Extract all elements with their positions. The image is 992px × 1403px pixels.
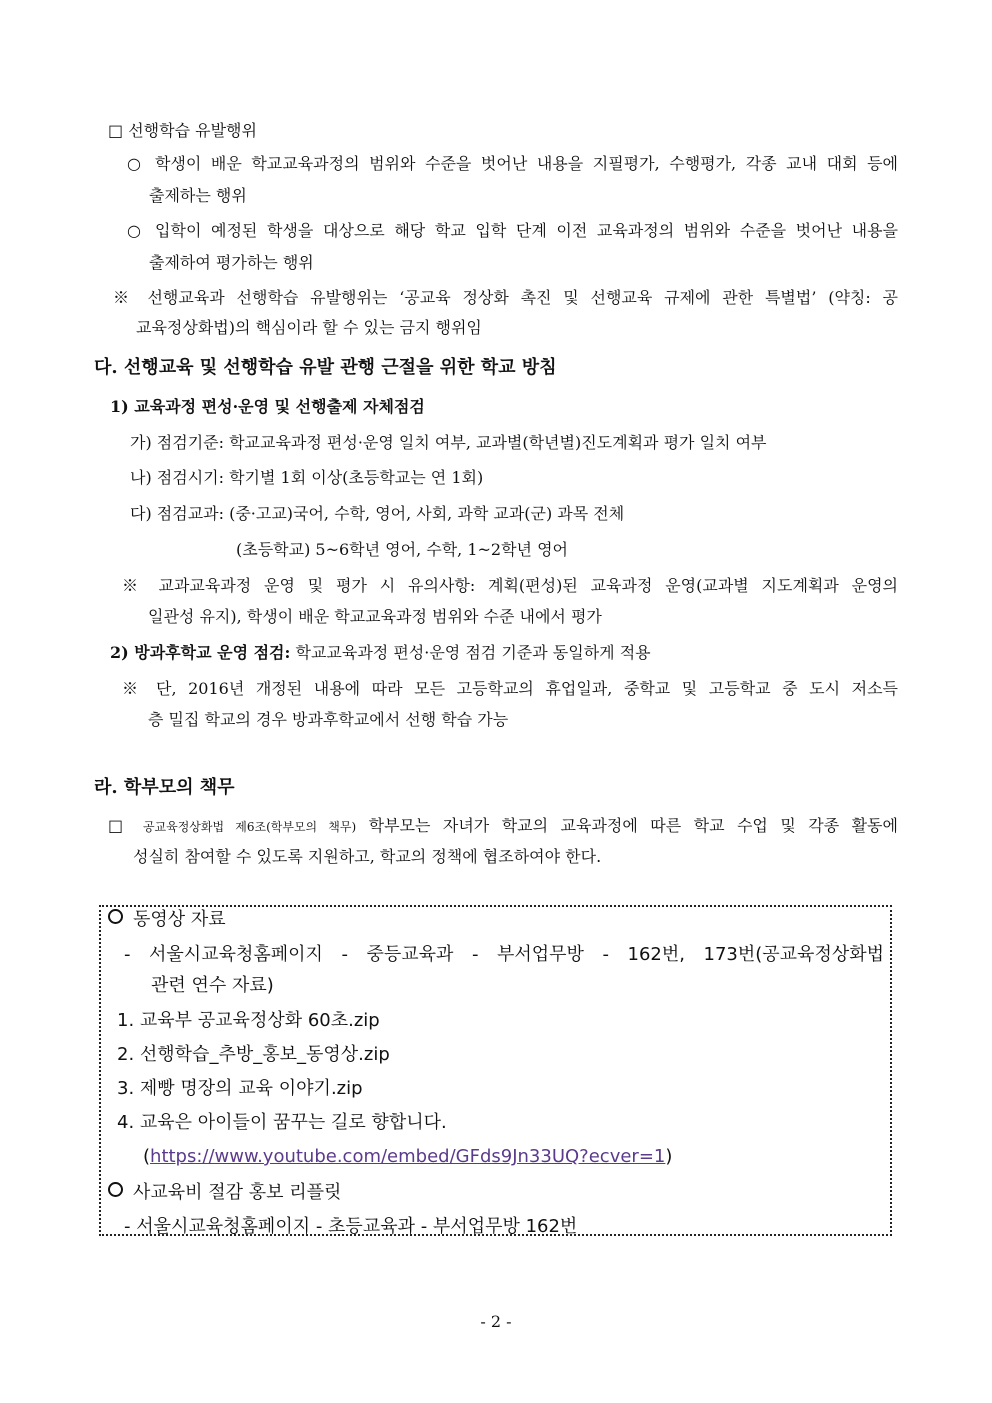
- file-item-4: 4. 교육은 아이들이 꿈꾸는 길로 향합니다.: [117, 1112, 447, 1133]
- note-1-line2: 일관성 유지), 학생이 배운 학교교육과정 범위와 수준 내에서 평가: [148, 607, 602, 626]
- hollow-circle-icon: [108, 909, 123, 924]
- video-section-title: [108, 907, 226, 933]
- video-path-line2: 관련 연수 자료): [151, 975, 274, 996]
- leaflet-section-title: [108, 1180, 341, 1206]
- parent-duty-line1: [108, 815, 898, 838]
- circle-item-2-line1: ○ 입학이 예정된 학생을 대상으로 해당 학교 입학 단계 이전 교육과정의 범위와 수준을 벗어난 내용을: [127, 221, 898, 240]
- note-1-line1: ※ 교과교육과정 운영 및 평가 시 유의사항: 계획(편성)된 교육과정 운영(교과별 지도계획과 운영의: [122, 576, 898, 595]
- file-item-1[interactable]: 1. 교육부 공교육정상화 60초.zip: [117, 1010, 380, 1031]
- item-1-c: 다) 점검교과: (중·고교)국어, 수학, 영어, 사회, 과학 교과(군) 과목 전체: [130, 504, 625, 523]
- parent-duty-line2: 성실히 참여할 수 있도록 지원하고, 학교의 정책에 협조하여야 한다.: [133, 847, 602, 866]
- circle-item-1-line2: 출제하는 행위: [149, 186, 247, 205]
- leaflet-path: - 서울시교육청홈페이지 - 초등교육과 - 부서업무방 162번: [124, 1216, 578, 1237]
- file-item-3[interactable]: 3. 제빵 명장의 교육 이야기.zip: [117, 1078, 363, 1099]
- item-1-b: 나) 점검시기: 학기별 1회 이상(초등학교는 연 1회): [130, 468, 484, 487]
- note-2-line2: 층 밀집 학교의 경우 방과후학교에서 선행 학습 가능: [148, 710, 509, 729]
- video-title-text: 동영상 자료: [133, 909, 226, 930]
- page-number: - 2 -: [480, 1312, 512, 1331]
- item-1-c-continued: (초등학교) 5~6학년 영어, 수학, 1~2학년 영어: [236, 540, 569, 559]
- hollow-circle-icon: [108, 1182, 123, 1197]
- checkbox-mark: □: [108, 816, 131, 835]
- youtube-link[interactable]: https://www.youtube.com/embed/GFds9Jn33UQ?ecver=1: [150, 1146, 666, 1167]
- item-2-text: 학교교육과정 편성·운영 점검 기준과 동일하게 적용: [290, 643, 651, 662]
- item-1-title: 1) 교육과정 편성·운영 및 선행출제 자체점검: [110, 397, 425, 416]
- law-reference: 공교육정상화법 제6조(학부모의 책무): [142, 820, 357, 834]
- link-open-paren: (: [143, 1146, 151, 1167]
- youtube-link-line: [143, 1144, 672, 1170]
- note-law-line2: 교육정상화법)의 핵심이라 할 수 있는 금지 행위임: [136, 318, 482, 337]
- item-2-label: 2) 방과후학교 운영 점검:: [110, 643, 291, 662]
- circle-item-2-line2: 출제하여 평가하는 행위: [149, 253, 314, 272]
- checkbox-item-preview-learning: □ 선행학습 유발행위: [108, 121, 257, 140]
- circle-item-1-line1: ○ 학생이 배운 학교교육과정의 범위와 수준을 벗어난 내용을 지필평가, 수행평가, 각종 교내 대회 등에: [127, 154, 898, 173]
- file-item-2[interactable]: 2. 선행학습_추방_홍보_동영상.zip: [117, 1044, 390, 1065]
- section-heading-e: 라. 학부모의 책무: [94, 777, 235, 798]
- note-2-line1: ※ 단, 2016년 개정된 내용에 따라 모든 고등학교의 휴업일과, 중학교 및 고등학교 중 도시 저소득: [122, 679, 898, 698]
- note-law-line1: ※ 선행교육과 선행학습 유발행위는 ‘공교육 정상화 촉진 및 선행교육 규제에 관한 특별법’ (약칭: 공: [113, 288, 898, 307]
- link-close-paren: ): [665, 1146, 673, 1167]
- video-path-line1: - 서울시교육청홈페이지 - 중등교육과 - 부서업무방 - 162번, 173번(공교육정상화법: [124, 944, 884, 965]
- parent-duty-text: 학부모는 자녀가 학교의 교육과정에 따른 학교 수업 및 각종 활동에: [356, 816, 898, 835]
- leaflet-title-text: 사교육비 절감 홍보 리플릿: [133, 1182, 342, 1203]
- item-1-a: 가) 점검기준: 학교교육과정 편성·운영 일치 여부, 교과별(학년별)진도계획과 평가 일치 여부: [130, 433, 767, 452]
- item-2: [110, 642, 651, 664]
- section-heading-d: 다. 선행교육 및 선행학습 유발 관행 근절을 위한 학교 방침: [94, 357, 557, 378]
